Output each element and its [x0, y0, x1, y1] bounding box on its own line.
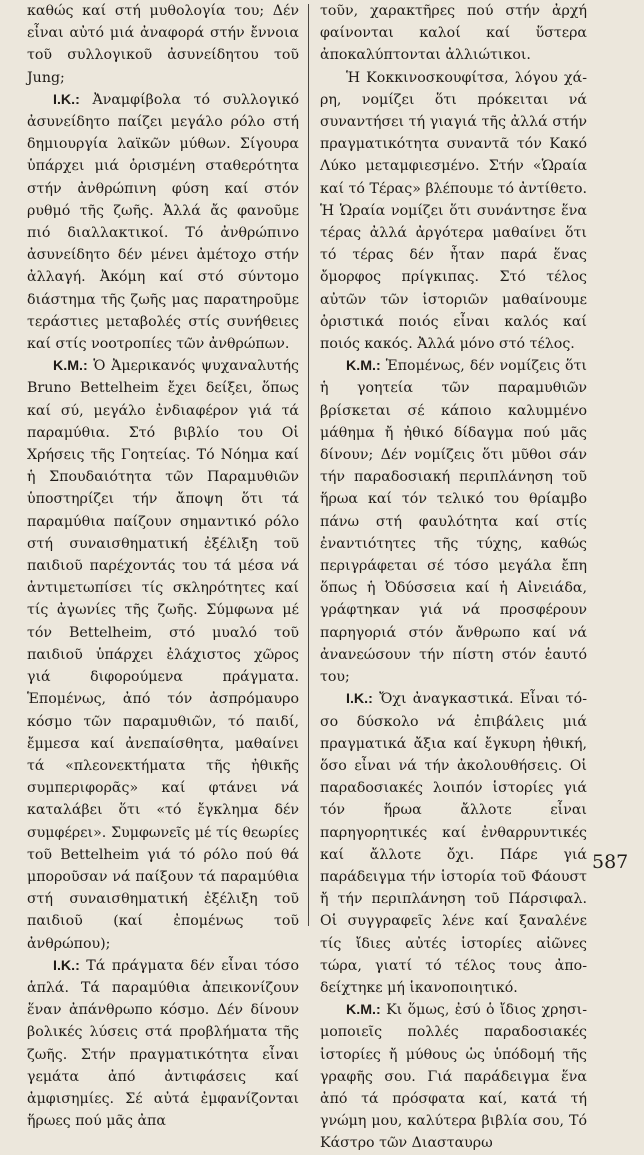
left-column [27, 0, 299, 1132]
paragraph [320, 688, 587, 999]
speaker-label: Κ.Μ.: [346, 1002, 381, 1019]
paragraph-text: Ὄχι ἀναγκαστικά. Εἶναι τόσο δύσκολο νά ἐπιβάλεις μιά πραγματικά ἄξια καί ἔγκυρη ἠθική, ὅσο εἶναι νά τήν ἀκολουθήσεις. Οἱ παραδοσιακές λοιπόν ἱστορίες γιά τόν ἥρωα ἄλλοτε εἶναι παρηγορητικές καί ἐνθαρρυντικές καί ἄλλοτε ὄχι. Πάρε γιά παράδειγμα τήν ἱστορία τοῦ Φάουστ ἤ τήν περιπλάνηση τοῦ Πάρσιφαλ. Οἱ συγγραφεῖς λένε καί ξαναλένε τίς ἴδιες αὐτές ἱστορίες αἰῶνες τώρα, γιατί τό τέλος τους ἀποδείχτηκε μή ἱκανοποιητικό. [320, 691, 587, 996]
page-number: 587 [592, 851, 629, 873]
paragraph [320, 355, 587, 688]
paragraph-text: Ὁ Ἀμερικανός ψυχαναλυτής Bruno Bettelheim ἔχει δείξει, ὅπως καί σύ, μεγάλο ἐνδιαφέρον γιά τά παραμύθια. Στό βιβλίο του Οἱ Χρήσεις τῆς Γοητείας. Τό Νόημα καί ἡ Σπουδαιότητα τῶν Παραμυθιῶν ὑποστηρίζει τήν ἄποψη ὅτι τά παραμύθια παίζουν σημαντικό ρόλο στή συναισθηματική ἐξέλιξη τοῦ παιδιοῦ παρέχοντάς του τά μέσα νά ἀντιμετωπίσει τίς σκληρότητες καί τίς ἀγωνίες τῆς ζωῆς. Σύμφωνα μέ τόν Bettelheim, στό μυαλό τοῦ παιδιοῦ ὑπάρχει ἐλάχιστος χῶρος γιά διφορούμενα πράγματα. Ἑπομένως, ἀπό τόν ἀσπρόμαυρο κόσμο τῶν παραμυθιῶν, τό παιδί, ἔμμεσα καί ἀνεπαίσθητα, μαθαίνει τά «πλεονεκτήματα τῆς ἠθικῆς συμπεριφορᾶς» καί φτάνει νά καταλάβει ὅτι «τό ἔγκλημα δέν συμφέρει». Συμφωνεῖς μέ τίς θεωρίες τοῦ Bettelheim γιά τό ρόλο πού θά μποροῦσαν νά παίξουν τά παραμύθια στή συναισθηματική ἐξέλιξη τοῦ παιδιοῦ (καί ἐπομένως τοῦ ἀνθρώπου); [27, 358, 299, 952]
paragraph-text: τοῦν, χαρακτῆρες πού στήν ἀρχή φαίνονται καλοί καί ὕστερα ἀποκαλύπτονται ἀλλιώτικοι. [320, 3, 587, 64]
paragraph [27, 89, 299, 355]
paragraph [27, 355, 299, 954]
paragraph-text: Ἀναμφίβολα τό συλλογικό ἀσυνείδητο παίζει μεγάλο ρόλο στή δημιουργία λαϊκῶν μύθων. Σίγουρα ὑπάρχει μιά ὁρισμένη σταθερότητα στήν ἀνθρώπινη φύση καί στόν ρυθμό τῆς ζωῆς. Ἀλλά ἄς φανοῦμε πιό διαλλακτικοί. Τό ἀνθρώπινο ἀσυνείδητο δέν μένει ἀμέτοχο στήν ἀλλαγή. Ἀκόμη καί στό σύντομο διάστημα τῆς ζωῆς μας παρατηροῦμε τεράστιες μεταβολές στίς συνήθειες καί στίς νοοτροπίες τῶν ἀνθρώπων. [27, 91, 299, 353]
paragraph [27, 955, 299, 1133]
paragraph-text: Ἡ Κοκκινοσκουφίτσα, λόγου χάρη, νομίζει ὅτι πρόκειται νά συναντήσει τή γιαγιά τῆς ἀλλά στήν πραγματικότητα συναντᾶ τόν Κακό Λύκο μεταμφιεσμένο. Στήν «Ὡραία καί τό Τέρας» βλέπουμε τό ἀντίθετο. Ἡ Ὡραία νομίζει ὅτι συνάντησε ἕνα τέρας ἀλλά ἀργότερα μαθαίνει ὅτι τό τέρας δέν ἦταν παρά ἕνας ὄμορφος πρίγκιπας. Στό τέλος αὐτῶν τῶν ἱστοριῶν μαθαίνουμε ὁριστικά ποιός εἶναι καλός καί ποιός κακός. Ἀλλά μόνο στό τέλος. [320, 69, 587, 353]
right-column [320, 0, 587, 1155]
paragraph [320, 999, 587, 1154]
paragraph [27, 0, 299, 89]
speaker-label: Ι.Κ.: [53, 91, 80, 108]
speaker-label: Ι.Κ.: [53, 957, 80, 974]
column-divider [308, 4, 309, 926]
speaker-label: Κ.Μ.: [53, 358, 88, 375]
paragraph-text: Κι ὅμως, ἐσύ ὁ ἴδιος χρησιμοποιεῖς πολλές παραδοσιακές ἱστορίες ἤ μύθους ὡς ὑπόδομή τῆς γραφῆς σου. Γιά παράδειγμα ἕνα ἀπό τά πρόσφατα καί, κατά τή γνώμη μου, καλύτερα βιβλία σου, Τό Κάστρο τῶν Διασταυρω [320, 1002, 587, 1152]
paragraph-text: καθώς καί στή μυθολογία του; Δέν εἶναι αὐτό μιά ἀναφορά στήν ἔννοια τοῦ συλλογικοῦ ἀσυνείδητου τοῦ Jung; [27, 3, 299, 86]
paragraph [320, 67, 587, 356]
speaker-label: Κ.Μ.: [346, 358, 381, 375]
speaker-label: Ι.Κ.: [346, 691, 373, 708]
paragraph-text: Ἑπομένως, δέν νομίζεις ὅτι ἡ γοητεία τῶν παραμυθιῶν βρίσκεται σέ κάποιο καλυμμένο μάθημα ἤ ἠθικό δίδαγμα πού μᾶς δίνουν; Δέν νομίζεις ὅτι μῦθοι σάν τήν παραδοσιακή περιπλάνηση τοῦ ἥρωα καί τόν τελικό του θρίαμβο πάνω στή φαυλότητα καί στίς ἐναντιότητες τῆς τύχης, καθώς περιγράφεται σέ τόσο μεγάλα ἔπη ὅπως ἡ Ὀδύσσεια καί ἡ Αἰνειάδα, γράφτηκαν γιά νά προσφέρουν παρηγοριά στόν ἄνθρωπο καί νά ἀνανεώσουν τήν πίστη στόν ἑαυτό του; [320, 358, 587, 686]
paragraph-text: Τά πράγματα δέν εἶναι τόσο ἁπλά. Τά παραμύθια ἀπεικονίζουν ἕναν ἀπάνθρωπο κόσμο. Δέν δίνουν βολικές λύσεις στά προβλήματα τῆς ζωῆς. Στήν πραγματικότητα εἶναι γεμάτα ἀπό ἀντιφάσεις καί ἀμφισημίες. Σέ αὐτά ἐμφανίζονται ἥρωες πού μᾶς ἀπα [27, 957, 299, 1130]
paragraph [320, 0, 587, 67]
